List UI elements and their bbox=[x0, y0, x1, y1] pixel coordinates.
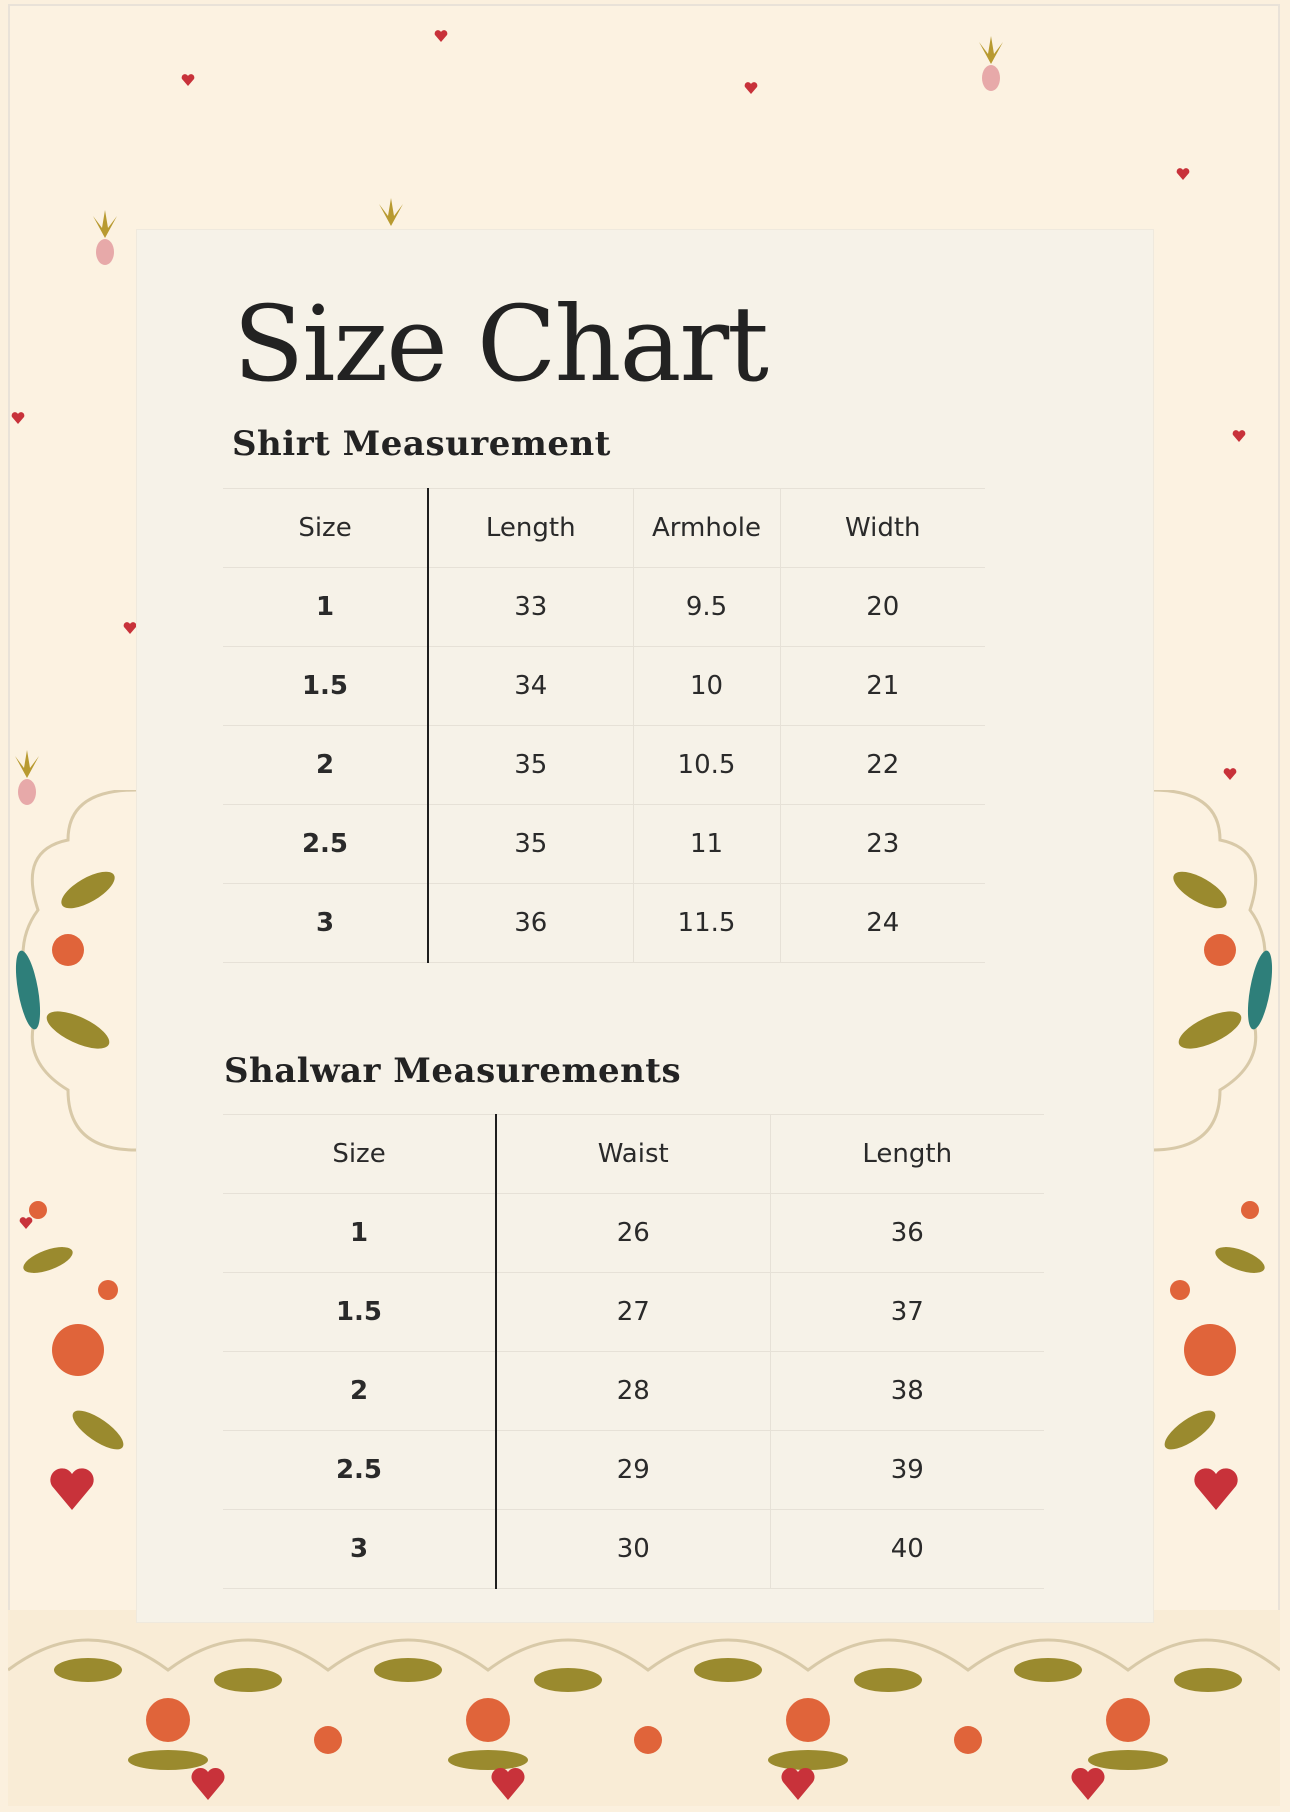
shirt-heading: Shirt Measurement bbox=[232, 424, 611, 464]
cell-waist: 28 bbox=[496, 1352, 770, 1431]
cell-width: 21 bbox=[780, 647, 985, 726]
table-row bbox=[223, 1273, 1044, 1352]
shalwar-measurement-table bbox=[223, 1114, 1044, 1589]
cell-waist: 29 bbox=[496, 1431, 770, 1510]
floral-border-left bbox=[8, 790, 136, 1610]
table-header-row bbox=[223, 1115, 1044, 1194]
cell-width: 22 bbox=[780, 726, 985, 805]
heart-icon bbox=[743, 80, 759, 96]
size-cell: 3 bbox=[223, 884, 428, 963]
cell-armhole: 10.5 bbox=[633, 726, 780, 805]
shalwar-heading: Shalwar Measurements bbox=[224, 1051, 682, 1091]
column-header-width: Width bbox=[780, 489, 985, 568]
size-cell: 2.5 bbox=[223, 1431, 496, 1510]
table-row bbox=[223, 884, 985, 963]
cell-length: 39 bbox=[770, 1431, 1044, 1510]
cell-length: 33 bbox=[428, 568, 633, 647]
cell-length: 37 bbox=[770, 1273, 1044, 1352]
size-cell: 1 bbox=[223, 1194, 496, 1273]
sprig-icon bbox=[974, 34, 1008, 94]
cell-waist: 27 bbox=[496, 1273, 770, 1352]
cell-length: 35 bbox=[428, 726, 633, 805]
cell-length: 40 bbox=[770, 1510, 1044, 1589]
cell-length: 35 bbox=[428, 805, 633, 884]
table-row bbox=[223, 1510, 1044, 1589]
column-header-armhole: Armhole bbox=[633, 489, 780, 568]
cell-width: 24 bbox=[780, 884, 985, 963]
heart-icon bbox=[1222, 766, 1238, 782]
cell-waist: 26 bbox=[496, 1194, 770, 1273]
cell-width: 23 bbox=[780, 805, 985, 884]
table-header-row bbox=[223, 489, 985, 568]
heart-icon bbox=[1175, 166, 1191, 182]
cell-armhole: 9.5 bbox=[633, 568, 780, 647]
size-cell: 1.5 bbox=[223, 647, 428, 726]
cell-length: 36 bbox=[770, 1194, 1044, 1273]
size-cell: 2.5 bbox=[223, 805, 428, 884]
size-cell: 2 bbox=[223, 726, 428, 805]
heart-icon bbox=[433, 28, 449, 44]
heart-icon bbox=[122, 620, 138, 636]
heart-icon bbox=[10, 410, 26, 426]
cell-armhole: 10 bbox=[633, 647, 780, 726]
table-row bbox=[223, 1194, 1044, 1273]
table-row bbox=[223, 647, 985, 726]
table-row bbox=[223, 1352, 1044, 1431]
column-header-length: Length bbox=[770, 1115, 1044, 1194]
cell-width: 20 bbox=[780, 568, 985, 647]
floral-border-bottom bbox=[8, 1610, 1280, 1806]
column-header-size: Size bbox=[223, 489, 428, 568]
table-row bbox=[223, 805, 985, 884]
cell-length: 34 bbox=[428, 647, 633, 726]
shirt-measurement-table bbox=[223, 488, 985, 963]
size-cell: 3 bbox=[223, 1510, 496, 1589]
column-header-waist: Waist bbox=[496, 1115, 770, 1194]
table-row bbox=[223, 568, 985, 647]
table-row bbox=[223, 1431, 1044, 1510]
heart-icon bbox=[1231, 428, 1247, 444]
column-header-length: Length bbox=[428, 489, 633, 568]
cell-waist: 30 bbox=[496, 1510, 770, 1589]
size-chart-card bbox=[137, 230, 1153, 1622]
size-cell: 2 bbox=[223, 1352, 496, 1431]
page-title: Size Chart bbox=[233, 283, 767, 405]
size-cell: 1.5 bbox=[223, 1273, 496, 1352]
sprig-icon bbox=[88, 208, 122, 268]
cell-armhole: 11 bbox=[633, 805, 780, 884]
cell-armhole: 11.5 bbox=[633, 884, 780, 963]
table-row bbox=[223, 726, 985, 805]
cell-length: 36 bbox=[428, 884, 633, 963]
column-header-size: Size bbox=[223, 1115, 496, 1194]
heart-icon bbox=[180, 72, 196, 88]
floral-border-right bbox=[1152, 790, 1280, 1610]
cell-length: 38 bbox=[770, 1352, 1044, 1431]
size-cell: 1 bbox=[223, 568, 428, 647]
